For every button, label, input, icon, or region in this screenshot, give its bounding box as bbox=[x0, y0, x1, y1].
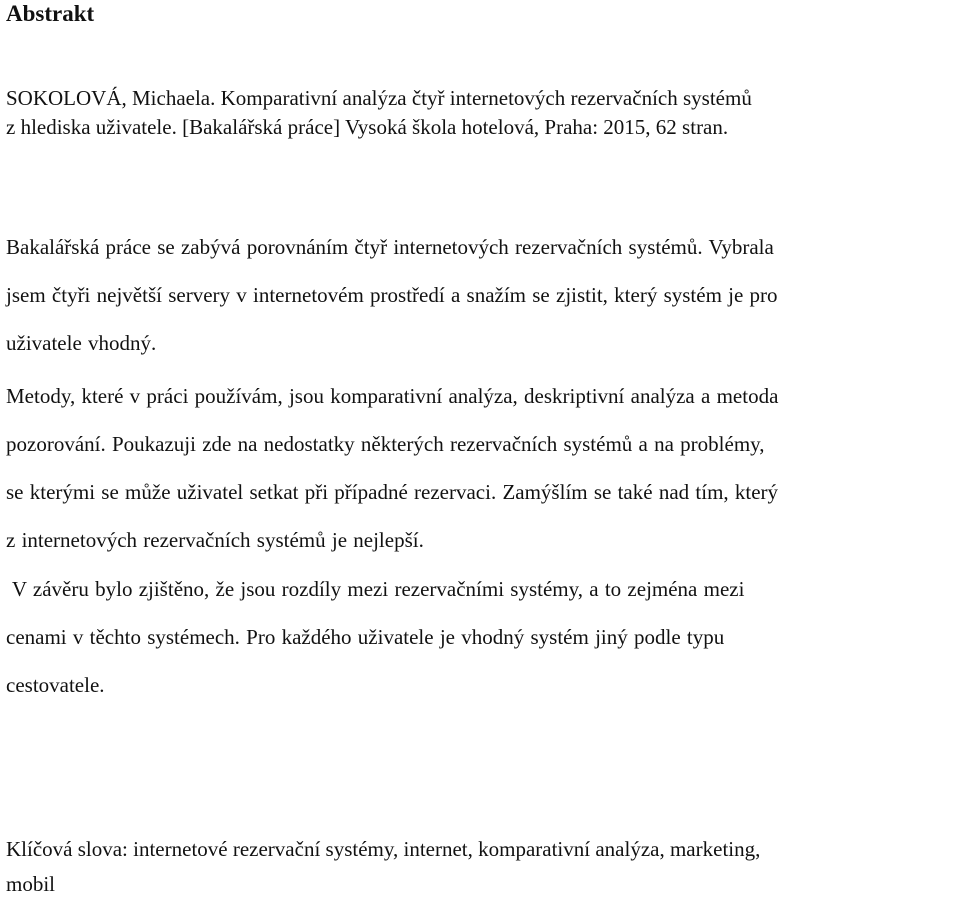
citation-line: z hlediska uživatele. [Bakalářská práce] Vysoká škola hotelová, Praha: 2015, 62 stran. bbox=[6, 115, 729, 139]
bibliographic-citation bbox=[6, 84, 956, 142]
paragraph-line: pozorování. Poukazuji zde na nedostatky některých rezervačních systémů a na problémy, bbox=[6, 432, 765, 456]
paragraph-line: Metody, které v práci používám, jsou komparativní analýza, deskriptivní analýza a metoda bbox=[6, 384, 779, 408]
paragraph-line: uživatele vhodný. bbox=[6, 331, 157, 355]
paragraph-line: cenami v těchto systémech. Pro každého uživatele je vhodný systém jiný podle typu bbox=[6, 625, 725, 649]
page-title: Abstrakt bbox=[6, 1, 95, 26]
paragraph-line: cestovatele. bbox=[6, 673, 105, 697]
paragraph-line: V závěru bylo zjištěno, že jsou rozdíly mezi rezervačními systémy, a to zejména mezi bbox=[6, 577, 745, 601]
paragraph-line: jsem čtyři největší servery v internetovém prostředí a snažím se zjistit, který systém je pro bbox=[6, 283, 778, 307]
keywords bbox=[6, 832, 956, 902]
abstract-paragraph-2 bbox=[6, 372, 956, 564]
paragraph-line: se kterými se může uživatel setkat při případné rezervaci. Zamýšlím se také nad tím, který bbox=[6, 480, 779, 504]
keywords-line: mobil bbox=[6, 872, 56, 896]
paragraph-line: z internetových rezervačních systémů je nejlepší. bbox=[6, 528, 424, 552]
abstract-paragraph-3 bbox=[6, 565, 956, 709]
abstract-paragraph-1 bbox=[6, 223, 956, 367]
citation-line: SOKOLOVÁ, Michaela. Komparativní analýza čtyř internetových rezervačních systémů bbox=[6, 86, 752, 110]
paragraph-line: Bakalářská práce se zabývá porovnáním čtyř internetových rezervačních systémů. Vybrala bbox=[6, 235, 774, 259]
keywords-line: Klíčová slova: internetové rezervační systémy, internet, komparativní analýza, marketing, bbox=[6, 837, 761, 861]
